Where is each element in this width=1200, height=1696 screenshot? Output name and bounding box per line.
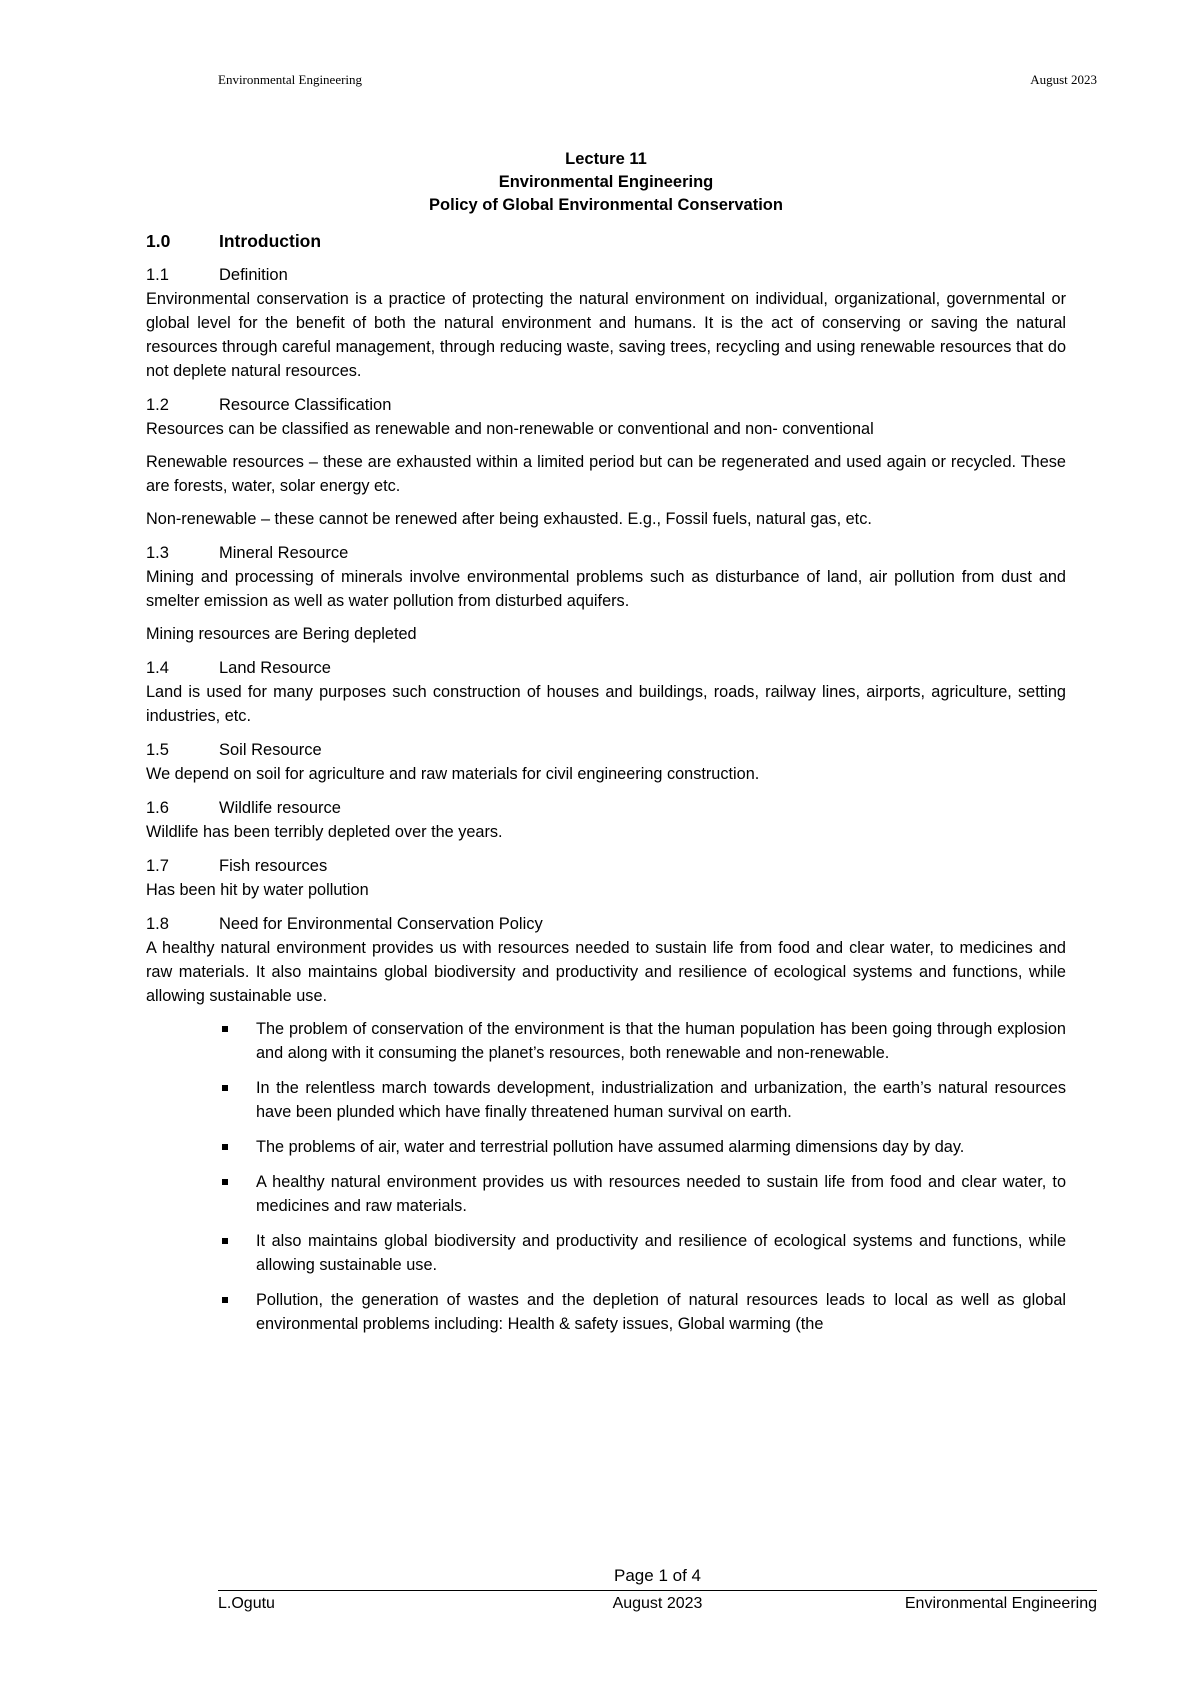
paragraph: Non-renewable – these cannot be renewed after being exhausted. E.g., Fossil fuels, natural gas, etc. [146,510,872,528]
list-item [256,1017,1066,1065]
section [146,738,1066,786]
section-title: Definition [219,266,288,284]
page-footer [218,1566,1097,1619]
intro-title: Introduction [219,231,322,251]
square-bullet-icon [222,1144,228,1150]
footer-date: August 2023 [612,1595,703,1612]
section-number: 1.7 [146,857,169,875]
section [146,541,1066,646]
intro-number: 1.0 [146,231,171,251]
running-header [218,72,1097,92]
paragraph: Mining resources are Bering depleted [146,625,417,643]
lecture-title: Policy of Global Environmental Conservation [429,196,783,214]
course-title: Environmental Engineering [498,173,714,191]
section-heading [146,738,1066,762]
square-bullet-icon [222,1026,228,1032]
bullet-list [146,1017,1066,1336]
section-number: 1.1 [146,266,169,284]
footer-author: L.Ogutu [218,1595,275,1612]
list-item-text: It also maintains global biodiversity and productivity and resilience of ecological systems and functions, while allowing sustainable use. [256,1232,1066,1274]
list-item-text: A healthy natural environment provides us with resources needed to sustain life from food and clear water, to medicines and raw materials. [256,1173,1066,1215]
section-number: 1.6 [146,799,169,817]
square-bullet-icon [222,1238,228,1244]
list-item-text: The problem of conservation of the environment is that the human population has been going through explosion and along with it consuming the planet’s resources, both renewable and non-renewable. [256,1020,1066,1062]
lecture-number: Lecture 11 [565,150,647,168]
section-heading [146,854,1066,878]
intro-heading [146,229,1066,253]
paragraph: Mining and processing of minerals involve environmental problems such as disturbance of land, air pollution from dust and smelter emission as well as water pollution from disturbed aquifers. [146,568,1066,610]
list-item [256,1288,1066,1336]
section [146,263,1066,383]
section-number: 1.8 [146,915,169,933]
running-header-right: August 2023 [1030,72,1097,87]
footer-divider [218,1590,1097,1591]
section [146,393,1066,531]
section [146,796,1066,844]
section-heading [146,912,1066,936]
section [146,854,1066,902]
list-item [256,1135,1066,1159]
section-heading [146,796,1066,820]
section-heading [146,393,1066,417]
section-heading [146,541,1066,565]
section-number: 1.3 [146,544,169,562]
sections [146,263,1066,1008]
list-item-text: In the relentless march towards development, industrialization and urbanization, the earth’s natural resources have been plunded which have finally threatened human survival on earth. [256,1079,1066,1121]
paragraph: Resources can be classified as renewable and non-renewable or conventional and non- conventional [146,420,874,438]
square-bullet-icon [222,1085,228,1091]
section-title: Mineral Resource [219,544,349,562]
section-heading [146,656,1066,680]
section-title: Wildlife resource [219,799,341,817]
section-title: Fish resources [219,857,328,875]
square-bullet-icon [222,1297,228,1303]
paragraph: Wildlife has been terribly depleted over the years. [146,823,503,841]
section-number: 1.2 [146,396,169,414]
section-heading [146,263,1066,287]
paragraph: Has been hit by water pollution [146,881,369,899]
section-title: Resource Classification [219,396,392,414]
section-number: 1.5 [146,741,169,759]
section-title: Land Resource [219,659,331,677]
paragraph: We depend on soil for agriculture and raw materials for civil engineering construction. [146,765,760,783]
section [146,912,1066,1008]
square-bullet-icon [222,1179,228,1185]
footer-course: Environmental Engineering [904,1595,1097,1612]
section [146,656,1066,728]
list-item-text: Pollution, the generation of wastes and the depletion of natural resources leads to local as well as global environmental problems including: Health & safety issues, Global warming (the [256,1291,1066,1333]
list-item-text: The problems of air, water and terrestrial pollution have assumed alarming dimensions day by day. [256,1138,965,1156]
paragraph: Renewable resources – these are exhausted within a limited period but can be regenerated and used again or recycled. These are forests, water, solar energy etc. [146,453,1066,495]
paragraph: A healthy natural environment provides us with resources needed to sustain life from food and clear water, to medicines and raw materials. It also maintains global biodiversity and productivity and resilience of ecological systems and functions, while allowing sustainable use. [146,939,1066,1005]
list-item [256,1076,1066,1124]
running-header-left: Environmental Engineering [218,72,363,87]
paragraph: Environmental conservation is a practice of protecting the natural environment on individual, organizational, governmental or global level for the benefit of both the natural environment and humans. It is the act of conserving or saving the natural resources through careful management, through reducing waste, saving trees, recycling and using renewable resources that do not deplete natural resources. [146,290,1066,380]
title-block [146,148,1066,217]
paragraph: Land is used for many purposes such construction of houses and buildings, roads, railway lines, airports, agriculture, setting industries, etc. [146,683,1066,725]
section-title: Soil Resource [219,741,322,759]
document-body [146,148,1066,1347]
section-title: Need for Environmental Conservation Policy [219,915,543,933]
list-item [256,1229,1066,1277]
section-number: 1.4 [146,659,169,677]
list-item [256,1170,1066,1218]
page-number: Page 1 of 4 [614,1566,701,1585]
